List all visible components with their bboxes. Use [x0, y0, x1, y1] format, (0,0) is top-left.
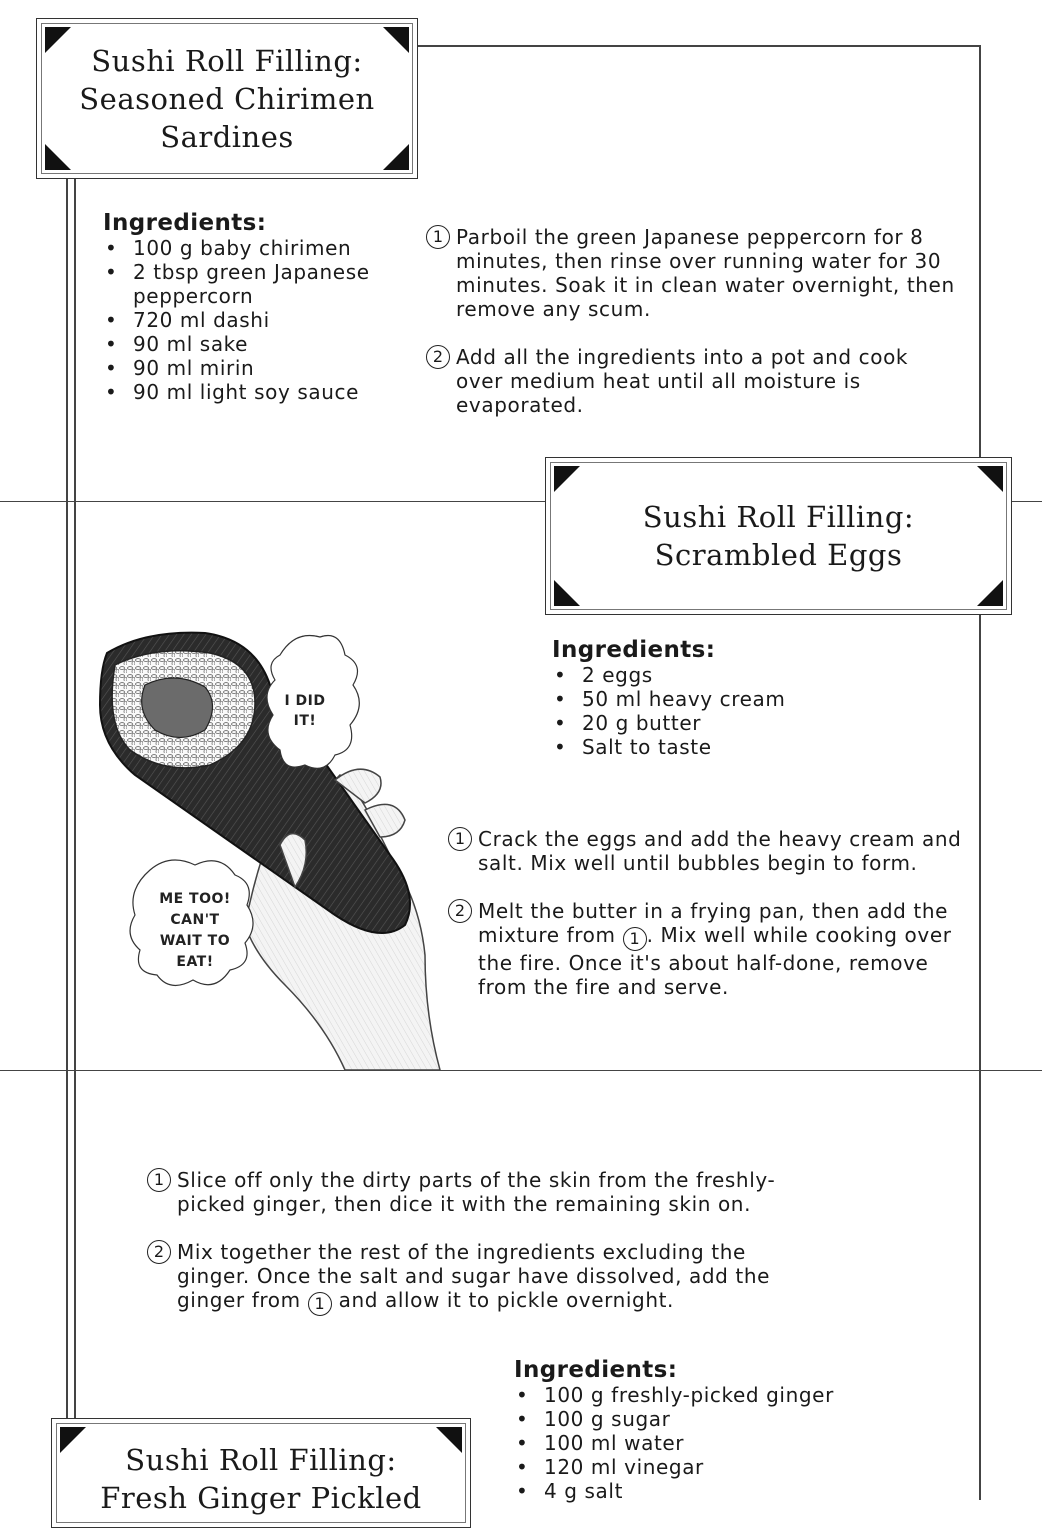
step-number: 1 [448, 827, 472, 851]
ingredient-item: • 50 ml heavy cream [552, 687, 852, 711]
step-text: Crack the eggs and add the heavy cream and salt. Mix well until bubbles begin to form. [478, 827, 962, 875]
panel-divider-1b [1012, 501, 1042, 502]
ingredient-item: • 4 g salt [514, 1479, 874, 1503]
step-number: 2 [448, 899, 472, 923]
corner-ornament [554, 466, 580, 492]
sardines-title-line: Seasoned Chirimen [79, 81, 375, 116]
step-item [448, 827, 973, 875]
ingredients-heading: Ingredients: [552, 637, 716, 663]
frame-right [979, 45, 981, 1500]
sardines-ingredients [103, 210, 403, 404]
step-number: 2 [147, 1240, 171, 1264]
step-text: Slice off only the dirty parts of the skin from the freshly-picked ginger, then dice it with the remaining skin on. [177, 1168, 776, 1216]
ingredient-item: • 100 ml water [514, 1431, 874, 1455]
ingredient-item: • 90 ml sake [103, 332, 403, 356]
eggs-title-line: Sushi Roll Filling: [642, 500, 915, 534]
ingredient-item: • 2 eggs [552, 663, 852, 687]
panel-divider-2 [0, 1070, 1042, 1071]
eggs-steps [448, 827, 973, 1023]
step-text: Parboil the green Japanese peppercorn for 8 minutes, then rinse over running water for 30 minutes. Soak it in clean water overnight, then remove any scum. [456, 225, 955, 321]
sardines-steps [426, 225, 961, 441]
panel-divider-1 [0, 501, 545, 502]
step-item [448, 899, 973, 999]
ingredient-item: • 120 ml vinegar [514, 1455, 874, 1479]
corner-ornament [383, 144, 409, 170]
ingredients-heading: Ingredients: [103, 210, 267, 236]
ingredient-item: • 2 tbsp green Japanese peppercorn [103, 260, 383, 308]
corner-ornament [45, 27, 71, 53]
step-item [426, 225, 961, 321]
corner-ornament [60, 1427, 86, 1453]
corner-ornament [45, 144, 71, 170]
eggs-title-box [545, 457, 1012, 615]
bubble-text: WAIT TO [159, 933, 231, 949]
ingredient-item: • 720 ml dashi [103, 308, 403, 332]
bubble-text: I DID [284, 693, 326, 709]
bubble-text: EAT! [176, 954, 214, 970]
corner-ornament [977, 466, 1003, 492]
ingredient-item: • Salt to taste [552, 735, 852, 759]
step-text: . Mix well while cooking over the fire. Once it's about half-done, remove from the fire and serve. [478, 923, 952, 999]
ginger-title-line: Fresh Ginger Pickled [100, 1481, 422, 1515]
corner-ornament [977, 580, 1003, 606]
ginger-steps [147, 1168, 787, 1340]
bubble-text: CAN'T [170, 912, 220, 928]
ginger-title-line: Sushi Roll Filling: [125, 1443, 397, 1477]
ginger-ingredients [514, 1357, 874, 1503]
corner-ornament [554, 580, 580, 606]
step-item [426, 345, 961, 417]
ginger-title-box [51, 1418, 471, 1528]
sardines-title-line: Sushi Roll Filling: [91, 43, 363, 78]
step-text: Melt the butter in a frying pan, then add the mixture from [478, 899, 949, 947]
step-number: 1 [147, 1168, 171, 1192]
step-text: and allow it to pickle overnight. [338, 1288, 674, 1312]
hand-roll-illustration [95, 625, 455, 1070]
step-reference-number: 1 [308, 1292, 332, 1316]
step-reference-number: 1 [623, 927, 647, 951]
step-number: 1 [426, 225, 450, 249]
ingredient-item: • 90 ml light soy sauce [103, 380, 403, 404]
frame-top [418, 45, 980, 47]
step-item [147, 1240, 787, 1316]
ingredients-heading: Ingredients: [514, 1357, 678, 1383]
step-text: Mix together the rest of the ingredients excluding the ginger. Once the salt and sugar have dissolved, add the ginger from [177, 1240, 771, 1312]
corner-ornament [436, 1427, 462, 1453]
corner-ornament [383, 27, 409, 53]
eggs-title-line: Scrambled Eggs [654, 538, 903, 572]
eggs-ingredients [552, 637, 852, 759]
step-number: 2 [426, 345, 450, 369]
frame-left-outer [66, 178, 68, 1500]
sardines-title-line: Sardines [160, 119, 294, 154]
ingredient-item: • 100 g sugar [514, 1407, 874, 1431]
ingredient-item: • 100 g baby chirimen [103, 236, 403, 260]
step-item [147, 1168, 787, 1216]
bubble-text: IT! [293, 713, 317, 729]
ingredient-item: • 100 g freshly-picked ginger [514, 1383, 874, 1407]
frame-left-inner [74, 178, 76, 1500]
bubble-text: ME TOO! [159, 891, 231, 907]
ingredient-item: • 20 g butter [552, 711, 852, 735]
step-text: Add all the ingredients into a pot and cook over medium heat until all moisture is evaporated. [456, 345, 909, 417]
sardines-title-box [36, 18, 418, 179]
ingredient-item: • 90 ml mirin [103, 356, 403, 380]
